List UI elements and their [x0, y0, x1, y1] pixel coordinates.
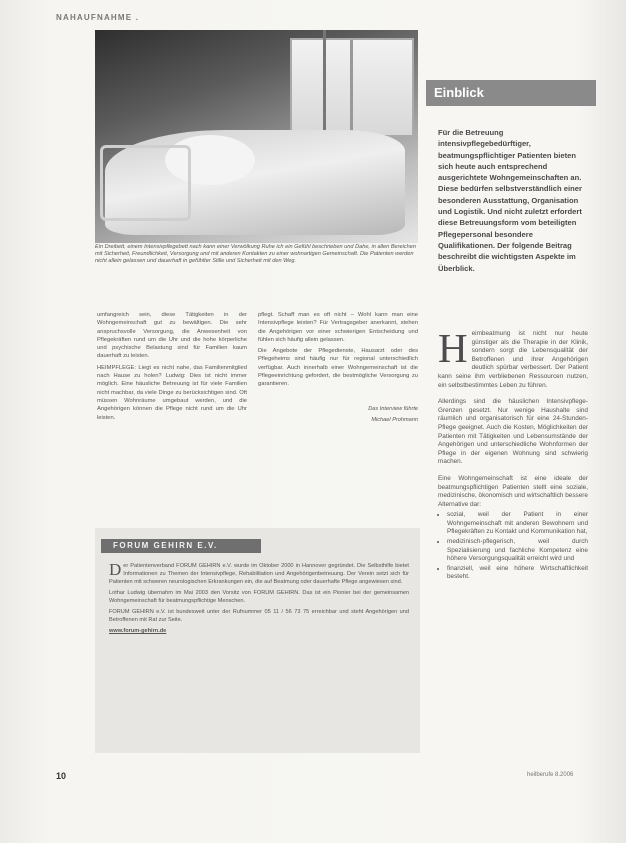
advantage-item: • finanziell, weil eine höhere Wirtschaftlichkeit besteht.: [447, 565, 588, 582]
article-column-right: [438, 325, 588, 583]
advantages-list: [438, 511, 588, 582]
forum-box-heading: FORUM GEHIRN E.V.: [101, 539, 261, 553]
forum-paragraph-1-text: er Patientenverband FORUM GEHIRN e.V. wurde im Oktober 2000 in Hannover gegründet. Die Selbsthilfe bietet Informationen zu Themen der Intensivpflege, Rehabilitation und Angehörigenbetreuung. Der Verein setzt sich für Patienten mit schweren neurologischen Erkrankungen ein, die auf Beatmung oder dauerhafte Pflege angewiesen sind.: [109, 563, 409, 585]
photo-caption: Ein Dreibett, einem Intensivpflegebett nach kann einer Verwölkung Ruhe ich ein Gefühl beschrieben und Dahe, in allen Bereichen mit Sicherheit, Freundlichkeit, Versorgung und mit anderen Kontakten zu einer wohnartigen Gemeinschaft. Die Patienten werden nicht allein gelassen und dauerhaft in gefühlter Stille und Sicherheit mit den Weg.: [95, 244, 417, 264]
forum-link-line: [109, 627, 409, 635]
page-number: 10: [56, 771, 67, 781]
forum-gehirn-box: [95, 528, 420, 753]
column-2-paragraph-1: pflegt. Schaff man es oft nicht – Wohl kann man eine Intensivpflege leisten? Für Vertragsgeber anerkannt, stehen die Angehörigen vor einer schwierigen Entscheidung und fühlen sich häufig allein gelassen.: [258, 312, 418, 343]
column-2-paragraph-2: Die Angebote der Pflegedienste, Hausarzt oder des Pflegeheims sind häufig nur für regional unterschiedlich verfügbar. Auch innerhalb einer Wohngemeinschaft ist die Pflegeeinrichtung gefordert, die bestmögliche Versorgung zu garantieren.: [258, 348, 418, 388]
column-1-paragraph-1: umfangreich sein, diese Tätigkeiten in der Wohngemeinschaft gut zu bewältigen. Die sehr anspruchsvolle Versorgung, die Anwesenheit von Pflegekräften rund um die Uhr und die hohe körperliche und psychische Belastung sind für Familien kaum dauerhaft zu leisten.: [97, 312, 247, 360]
section-tag: NAHAUFNAHME .: [56, 13, 140, 22]
forum-website-link[interactable]: www.forum-gehirn.de: [109, 628, 167, 634]
photo-window: [290, 38, 414, 137]
forum-paragraph-3: FORUM GEHIRN e.V. ist bundesweit unter der Rufnummer 05 11 / 56 73 75 erreichbar und steht Angehörigen und Betroffenen mit Rat zur Seite.: [109, 609, 409, 623]
forum-paragraph-2: Lothar Ludwig übernahm im Mai 2003 den Vorsitz von FORUM GEHIRN. Das ist ein Pionier bei der gemeinsamen Wohngemeinschaft für beatmungspflichtige Menschen.: [109, 590, 409, 604]
forum-dropcap: D: [109, 560, 122, 579]
photo-bed-rail: [100, 145, 191, 221]
article-column-2: [258, 311, 418, 427]
hospital-bed-photo: [95, 30, 418, 243]
interview-signature-label: Das Interview führte: [368, 405, 418, 412]
right-paragraph-1: [438, 325, 588, 390]
right-dropcap: H: [438, 325, 468, 371]
forum-paragraph-1: [109, 562, 409, 586]
column-1-paragraph-2: HEIMPFLEGE: Liegt es nicht nahe, das Familienmitglied nach Hause zu holen? Ludwig: Dies ist nicht immer möglich. Eine häusliche Betreuung ist für viele Familien nicht machbar, da viele Dinge zu berücksichtigen sind. Oft müssen Wohnräume umgebaut werden, und die Angehörigen können die Pflege nicht rund um die Uhr leisten.: [97, 364, 247, 421]
einblick-heading: Einblick: [426, 80, 596, 106]
forum-box-body: [109, 562, 409, 638]
advantage-item: • sozial, weil der Patient in einer Wohngemeinschaft mit anderen Bewohnern und Pflegekräften zu Kontakt und Kommunikation hat,: [447, 511, 588, 537]
right-paragraph-1-text: eimbeatmung ist nicht nur heute günstiger als die Therapie in der Klinik, sondern sorgt die Lebensqualität der Betroffenen und ihrer Angehörigen deutlich spürbar verbessert. Der Patient kann seine ihm verbliebenen Ressourcen nutzen, ein selbstbestimmtes Leben zu führen.: [438, 330, 588, 389]
issue-label: heilberufe 8.2006: [527, 772, 574, 778]
right-paragraph-3: Eine Wohngemeinschaft ist eine ideale der beatmungspflichtigen Patienten stellt eine soziale, medizinische, ökonomisch und wirtschaftlich bessere Alternative dar:: [438, 474, 588, 508]
interview-signature-name: Michael Prohmann: [371, 416, 418, 423]
article-column-1: [97, 311, 247, 425]
einblick-intro: Für die Betreuung intensivpflegebedürftiger, beatmungspflichtiger Patienten bieten sich heute auch entsprechend ausgerichtete Wohngemeinschaften an. Diese bedürfen selbstverständlich einer besonderen Ausstattung, Organisation und Logistik. Und nicht zuletzt erfordert diese Betreuungsform vom beteiligten Pflegepersonal besondere Qualifikationen. Der folgende Beitrag beschreibt die wichtigsten Aspekte im Überblick.: [438, 128, 582, 273]
advantage-item: • medizinisch-pflegerisch, weil durch Spezialisierung und fachliche Kompetenz eine höhere Versorgungsqualität erreicht wird und: [447, 538, 588, 564]
right-paragraph-2: Allerdings sind die häuslichen Intensivpflege-Grenzen gesetzt. Nur wenige Haushalte sind räumlich und organisatorisch für eine 24-Stunden-Pflege geeignet. Auch die Kosten, Möglichkeiten der Patienten mit Tätigkeiten und Lebensumstände der Angehörigen und unterschiedliche Wohnformen der Pflege in der eigenen Wohnung sind schwierig machen.: [438, 398, 588, 466]
